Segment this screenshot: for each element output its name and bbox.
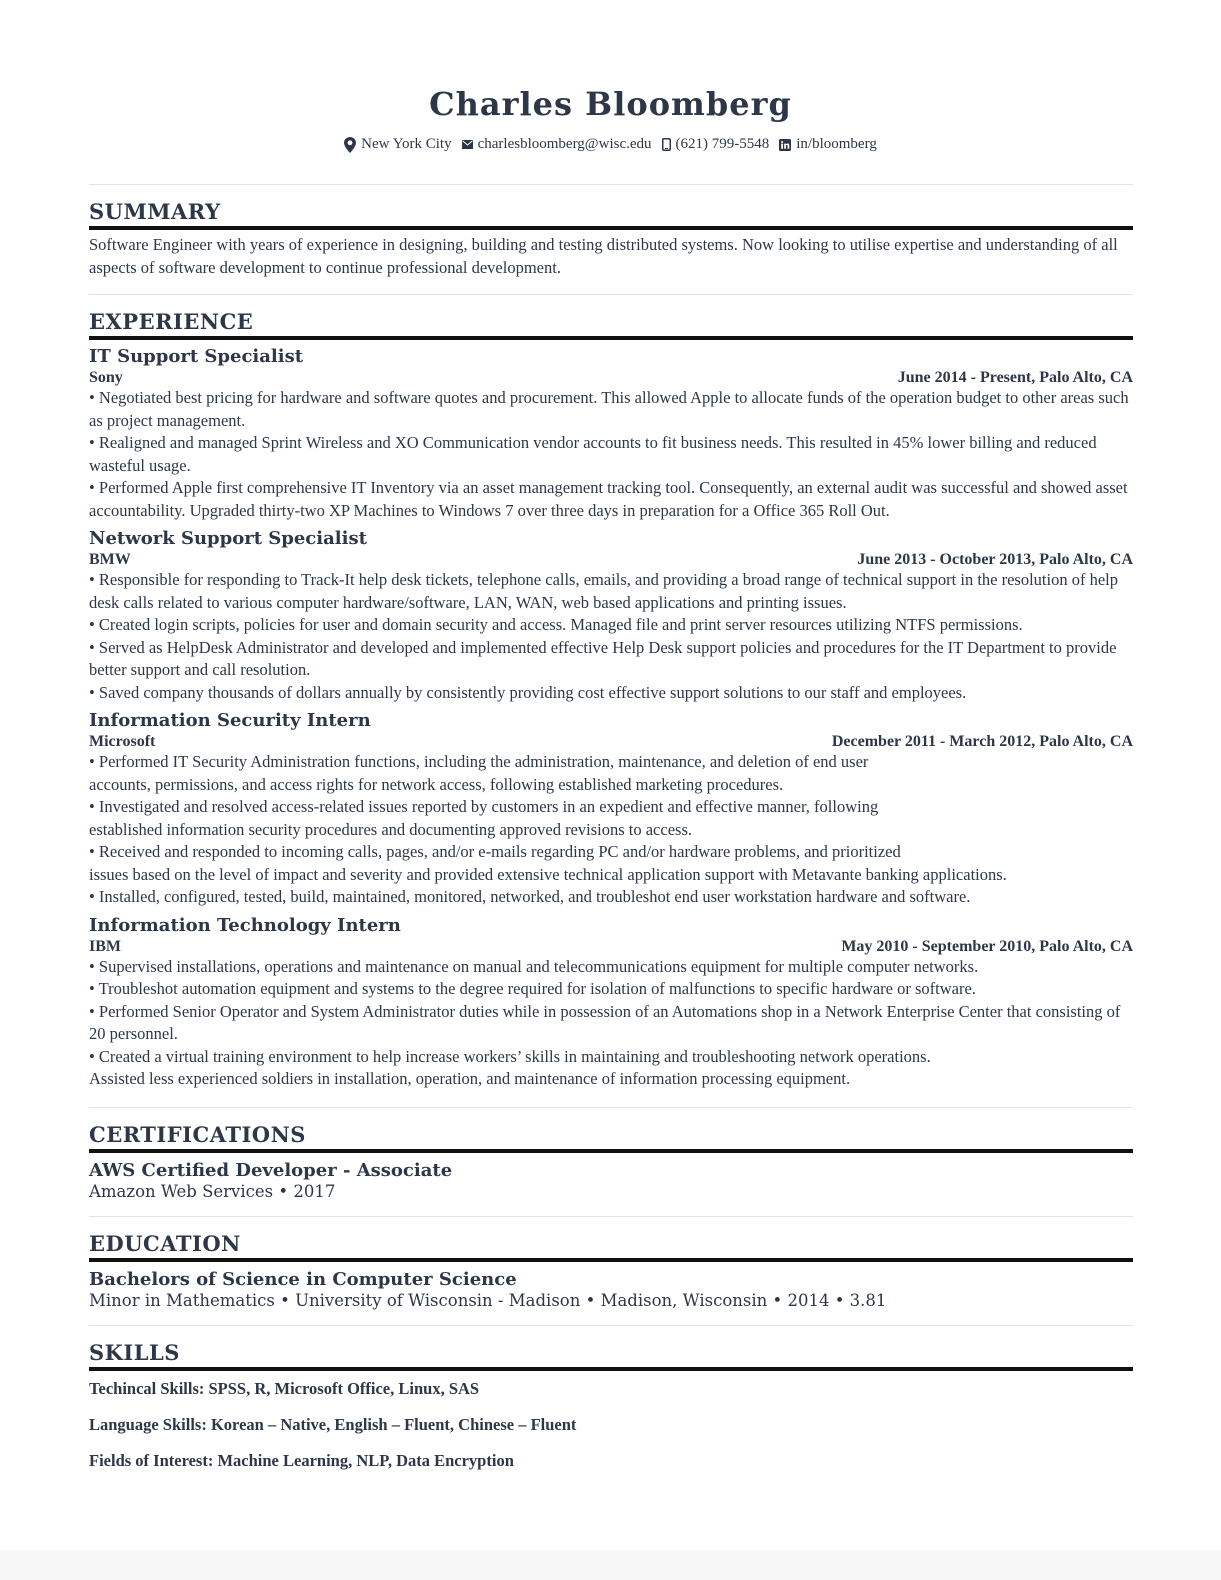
job-bullet: • Served as HelpDesk Administrator and developed and implemented effective Help Desk support policies and procedures for the IT Department to provide better support and call resolution. bbox=[89, 637, 1117, 679]
contact-bar bbox=[0, 136, 1221, 153]
phone-link[interactable]: (621) 799-5548 bbox=[675, 136, 770, 152]
job-bullet: issues based on the level of impact and severity and provided extensive technical application support with Metavante banking applications. bbox=[89, 864, 1007, 884]
section-divider bbox=[89, 1216, 1133, 1217]
contact-email[interactable] bbox=[462, 136, 652, 153]
linkedin-icon bbox=[779, 139, 791, 151]
job-title: Network Support Specialist bbox=[89, 528, 367, 549]
job-title: IT Support Specialist bbox=[89, 346, 304, 367]
email-link[interactable]: charlesbloomberg@wisc.edu bbox=[477, 136, 652, 152]
job-title: Information Security Intern bbox=[89, 710, 371, 731]
summary-heading: SUMMARY bbox=[89, 199, 1133, 230]
job-dates: June 2013 - October 2013, Palo Alto, CA bbox=[857, 551, 1133, 568]
experience-section bbox=[89, 309, 1133, 1091]
job-entry bbox=[89, 710, 1133, 909]
job-bullet: • Installed, configured, tested, build, maintained, monitored, networked, and troubleshot end user workstation hardware and software. bbox=[89, 887, 971, 906]
job-entry bbox=[89, 346, 1133, 522]
contact-location bbox=[344, 136, 451, 153]
job-company: Sony bbox=[89, 369, 123, 386]
job-bullet: • Performed IT Security Administration functions, including the administration, maintenance, and deletion of end user bbox=[89, 752, 869, 771]
job-bullet: • Created a virtual training environment to help increase workers’ skills in maintaining and troubleshooting network operations. bbox=[89, 1046, 931, 1066]
job-meta bbox=[89, 550, 1133, 569]
skills-section bbox=[89, 1340, 1133, 1471]
job-bullet: • Supervised installations, operations and maintenance on manual and telecommunications equipment for multiple computer networks. bbox=[89, 956, 979, 976]
candidate-name: Charles Bloomberg bbox=[429, 85, 792, 123]
job-company: BMW bbox=[89, 551, 131, 568]
section-divider bbox=[89, 1107, 1133, 1108]
skill-line: Techincal Skills: SPSS, R, Microsoft Office, Linux, SAS bbox=[89, 1378, 480, 1398]
job-bullet: • Troubleshot automation equipment and systems to the degree required for isolation of malfunctions to specific hardware or software. bbox=[89, 979, 976, 998]
section-divider bbox=[89, 184, 1133, 185]
job-dates: May 2010 - September 2010, Palo Alto, CA bbox=[841, 937, 1133, 955]
skills-list bbox=[89, 1379, 1133, 1471]
resume-header bbox=[0, 84, 1221, 153]
experience-heading: EXPERIENCE bbox=[89, 309, 1133, 340]
skill-line: Fields of Interest: Machine Learning, NLP, Data Encryption bbox=[89, 1450, 514, 1470]
job-bullets bbox=[89, 569, 1133, 704]
map-pin-icon bbox=[344, 137, 356, 153]
degree-name: Bachelors of Science in Computer Science bbox=[89, 1268, 517, 1290]
job-company: IBM bbox=[89, 937, 121, 955]
page-bottom-edge bbox=[0, 1550, 1221, 1580]
job-bullets bbox=[89, 956, 1133, 1091]
envelope-icon bbox=[462, 140, 473, 149]
location-text: New York City bbox=[361, 136, 452, 152]
job-bullets bbox=[89, 751, 1133, 909]
job-entry bbox=[89, 915, 1133, 1091]
linkedin-link[interactable]: in/bloomberg bbox=[796, 136, 877, 152]
skill-line: Language Skills: Korean – Native, English – Fluent, Chinese – Fluent bbox=[89, 1414, 577, 1434]
job-title: Information Technology Intern bbox=[89, 914, 401, 936]
job-bullet: established information security procedures and documenting approved revisions to access. bbox=[89, 819, 692, 839]
job-meta bbox=[89, 732, 1133, 751]
job-company: Microsoft bbox=[89, 733, 156, 750]
job-meta bbox=[89, 937, 1133, 956]
certifications-section bbox=[89, 1122, 1133, 1202]
contact-linkedin[interactable] bbox=[779, 136, 877, 153]
job-bullet: • Received and responded to incoming calls, pages, and/or e-mails regarding PC and/or hardware problems, and prioritized bbox=[89, 842, 901, 861]
certifications-heading: CERTIFICATIONS bbox=[89, 1122, 1133, 1153]
job-bullet: • Responsible for responding to Track-It help desk tickets, telephone calls, emails, and providing a broad range of technical support in the resolution of help desk calls related to various computer hardware/software, LAN, WAN, web based applications and printing issues. bbox=[89, 570, 1118, 612]
education-heading: EDUCATION bbox=[89, 1231, 1133, 1262]
certification-name: AWS Certified Developer - Associate bbox=[89, 1159, 453, 1181]
certification-details: Amazon Web Services • 2017 bbox=[89, 1181, 336, 1201]
contact-phone[interactable] bbox=[662, 136, 770, 153]
job-bullets bbox=[89, 387, 1133, 522]
job-entry bbox=[89, 528, 1133, 704]
job-bullet: • Realigned and managed Sprint Wireless and XO Communication vendor accounts to fit business needs. This resulted in 45% lower billing and reduced wasteful usage. bbox=[89, 433, 1097, 475]
job-bullet: • Created login scripts, policies for user and domain security and access. Managed file and print server resources utilizing NTFS permissions. bbox=[89, 615, 1023, 634]
mobile-phone-icon bbox=[662, 138, 671, 151]
job-bullet: • Negotiated best pricing for hardware and software quotes and procurement. This allowed Apple to allocate funds of the operation budget to other areas such as project management. bbox=[89, 388, 1129, 430]
job-dates: June 2014 - Present, Palo Alto, CA bbox=[897, 369, 1133, 386]
job-bullet: • Saved company thousands of dollars annually by consistently providing cost effective support solutions to our staff and employees. bbox=[89, 682, 967, 702]
summary-section bbox=[89, 199, 1133, 279]
education-section bbox=[89, 1231, 1133, 1311]
job-dates: December 2011 - March 2012, Palo Alto, CA bbox=[831, 733, 1133, 750]
job-bullet: • Investigated and resolved access-related issues reported by customers in an expedient and effective manner, following bbox=[89, 797, 879, 816]
job-bullet: accounts, permissions, and access rights for network access, following established marketing procedures. bbox=[89, 774, 784, 794]
section-divider bbox=[89, 1325, 1133, 1326]
resume-content bbox=[89, 184, 1133, 1471]
summary-text: Software Engineer with years of experience in designing, building and testing distributed systems. Now looking to utilise expertise and understanding of all aspects of software development to continue professional development. bbox=[89, 235, 1118, 277]
education-details: Minor in Mathematics • University of Wisconsin - Madison • Madison, Wisconsin • 2014 • 3.81 bbox=[89, 1290, 887, 1310]
job-bullet: • Performed Senior Operator and System Administrator duties while in possession of an Automations shop in a Network Enterprise Center that consisting of 20 personnel. bbox=[89, 1001, 1121, 1043]
job-bullet: • Performed Apple first comprehensive IT Inventory via an asset management tracking tool. Consequently, an external audit was successful and showed asset accountability. Upgraded thirty-two XP Machines to Windows 7 over three days in preparation for a Office 365 Roll Out. bbox=[89, 478, 1128, 520]
section-divider bbox=[89, 294, 1133, 295]
job-meta bbox=[89, 368, 1133, 387]
job-bullet: Assisted less experienced soldiers in installation, operation, and maintenance of information processing equipment. bbox=[89, 1069, 851, 1088]
skills-heading: SKILLS bbox=[89, 1340, 1133, 1371]
